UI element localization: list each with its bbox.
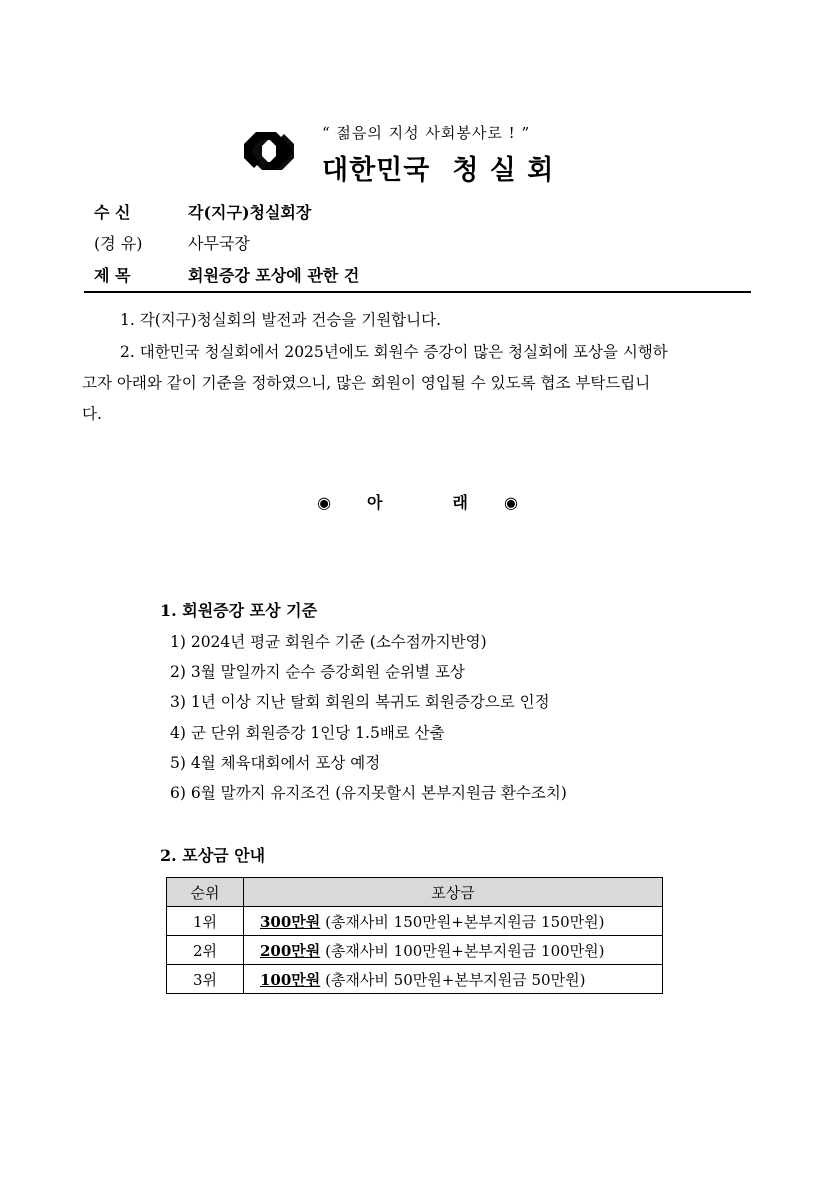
table-row [167,936,663,965]
notice-word-2: 래 [452,493,468,512]
criteria-item: 1) 2024년 평균 회원수 기준 (소수점까지반영) [170,633,487,651]
table-row [167,907,663,936]
column-header-rank: 순위 [167,878,244,907]
criteria-item: 6) 6월 말까지 유지조건 (유지못할시 본부지원금 환수조치) [170,784,567,802]
paragraph-2-line-3: 다. [82,405,102,423]
notice-word-1: 아 [367,493,383,512]
org-name-country: 대한민국 [322,155,431,186]
notice-heading [0,490,835,513]
notice-marker-left: ◉ [317,493,332,512]
amount-total: 100만원 [260,970,321,989]
via-value: 사무국장 [188,234,250,253]
paragraph-1: 1. 각(지구)청실회의 발전과 건승을 기원합니다. [120,311,442,329]
criteria-item: 5) 4월 체육대회에서 포상 예정 [170,754,381,772]
subject-label: 제 목 [94,266,131,285]
amount-cell [244,936,663,965]
amount-detail: (총재사비 50만원+본부지원금 50만원) [320,970,586,989]
recipient-label: 수 신 [94,203,131,222]
section-1-title: 1. 회원증강 포상 기준 [160,601,318,620]
amount-detail: (총재사비 150만원+본부지원금 150만원) [320,912,605,931]
criteria-item: 2) 3월 말일까지 순수 증강회원 순위별 포상 [170,663,465,681]
rank-cell: 2위 [167,936,244,965]
rank-cell: 3위 [167,965,244,994]
table-header-row [167,878,663,907]
criteria-item: 4) 군 단위 회원증강 1인당 1.5배로 산출 [170,724,445,742]
amount-cell [244,907,663,936]
header-divider [84,291,751,293]
amount-cell [244,965,663,994]
paragraph-2-line-1: 2. 대한민국 청실회에서 2025년에도 회원수 증강이 많은 청실회에 포상을 시행하 [120,343,668,361]
section-2-title: 2. 포상금 안내 [160,846,266,865]
org-emblem-icon [240,128,298,174]
org-name-club: 청 실 회 [452,155,555,186]
subject-value: 회원증강 포상에 관한 건 [188,266,360,285]
amount-total: 300만원 [260,912,321,931]
column-header-amount: 포상금 [244,878,663,907]
notice-marker-right: ◉ [503,493,518,512]
organization-name [322,148,554,187]
paragraph-2-line-2: 고자 아래와 같이 기준을 정하였으니, 많은 회원이 영입될 수 있도록 협조 부탁드립니 [82,374,651,392]
table-row [167,965,663,994]
slogan: “ 젊음의 지성 사회봉사로 ! ” [322,124,531,142]
amount-detail: (총재사비 100만원+본부지원금 100만원) [320,941,605,960]
reward-table [166,877,663,994]
rank-cell: 1위 [167,907,244,936]
recipient-value: 각(지구)청실회장 [188,203,312,222]
criteria-item: 3) 1년 이상 지난 탈회 회원의 복귀도 회원증강으로 인정 [170,693,550,711]
amount-total: 200만원 [260,941,321,960]
via-label: (경 유) [94,234,143,253]
